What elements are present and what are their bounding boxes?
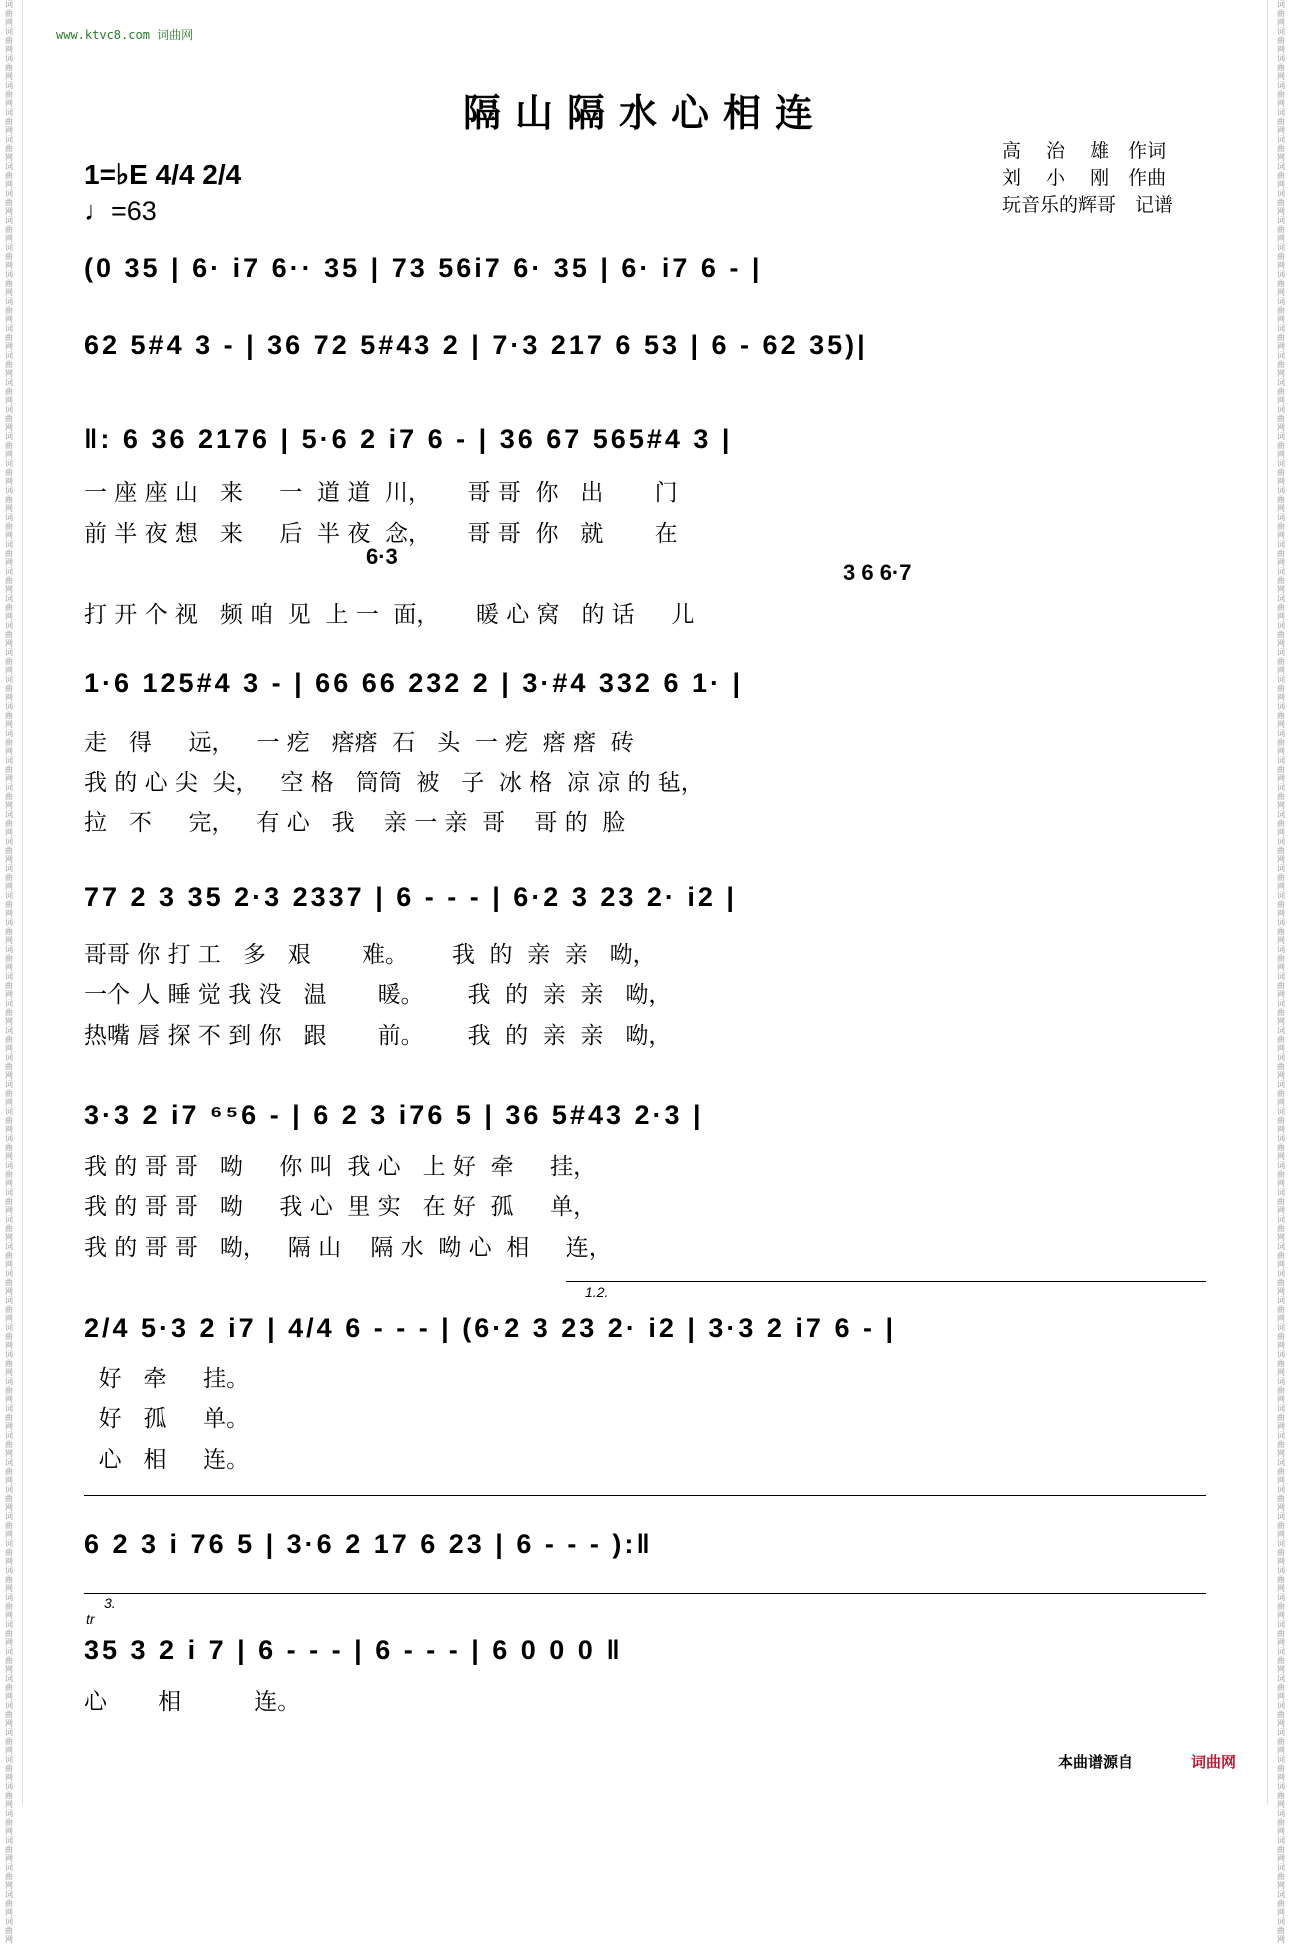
lyric-verse-3: 心 相 连。 <box>84 1447 250 1473</box>
volta-bracket-1 <box>566 1281 1206 1282</box>
volta-bracket-continuation <box>84 1495 1206 1496</box>
footer-site-link[interactable]: 词曲网 <box>1191 1753 1237 1771</box>
footer-source-label: 本曲谱源自 <box>1058 1753 1134 1771</box>
score-line-5: 77 2 3 35 2·3 2337 | 6 - - - | 6·2 3 23 2· i2 | <box>84 882 737 912</box>
margin-guide-right <box>1267 0 1268 1804</box>
lyric-verse-2: 我 的 哥 哥 呦 我 心 里 实 在 好 孤 单， <box>84 1194 597 1220</box>
volta-label-1: 1.2. <box>585 1284 609 1300</box>
score-line-1: (0 35 | 6· i7 6·· 35 | 73 56i7 6· 35 | 6· i7 6 - | <box>84 253 763 283</box>
song-title: 隔山隔水心相连 <box>462 90 827 135</box>
score-line-6: 3·3 2 i7 ⁶⁵6 - | 6 2 3 i76 5 | 36 5#43 2·3 | <box>84 1100 704 1130</box>
watermark-left: 词曲网 词曲网 词曲网 词曲网 词曲网 词曲网 词曲网 词曲网 词曲网 词曲网 词曲网 词曲网 词曲网 词曲网 词曲网 词曲网 词曲网 词曲网 词曲网 词曲网 词曲网 词曲网 词曲网 词曲网 词曲网 词曲网 词曲网 词曲网 词曲网 词曲网 词曲网 词曲网 词曲网 词曲网 词曲网 词曲网 词曲网 词曲网 词曲网 词曲网 词曲网 词曲网 词曲网 词曲网 词曲网 词曲网 词曲网 词曲网 词曲网 词曲网 词曲网 词曲网 词曲网 词曲网 词曲网 词曲网 词曲网 词曲网 词曲网 词曲网 词曲网 词曲网 词曲网 词曲网 词曲网 词曲网 词曲网 词曲网 词曲网 词曲网 词曲网 词曲网 <box>5 0 16 1944</box>
variant-notes-1: 6·3 <box>366 544 398 569</box>
footer-source <box>1058 1751 1236 1772</box>
variant-notes-2: 3 6 6·7 <box>843 560 912 585</box>
score-line-4: 1·6 125#4 3 - | 66 66 232 2 | 3·#4 332 6 1· | <box>84 668 744 698</box>
score-line-8: 6 2 3 i 76 5 | 3·6 2 17 6 23 | 6 - - - ):‖ <box>84 1529 653 1559</box>
lyric-verse-3: 拉 不 完， 有 心 我 亲 一 亲 哥 哥 的 脸 <box>84 810 626 836</box>
score-line-9: 35 3 2 i 7 | 6 - - - | 6 - - - | 6 0 0 0 ‖ <box>84 1635 623 1665</box>
lyric-verse-2: 一个 人 睡 觉 我 没 温 暖。 我 的 亲 亲 呦， <box>84 982 672 1008</box>
lyric-verse-3: 我 的 哥 哥 呦， 隔 山 隔 水 呦 心 相 连， <box>84 1235 612 1261</box>
volta-bracket-3 <box>84 1593 1206 1594</box>
lyric-verse-1: 一 座 座 山 来 一 道 道 川， 哥 哥 你 出 门 <box>84 480 678 506</box>
lyric-verse-3: 热嘴 唇 探 不 到 你 跟 前。 我 的 亲 亲 呦， <box>84 1023 672 1049</box>
lyricist-credit: 高 治 雄 作词 <box>1002 140 1167 162</box>
composer-credit: 刘 小 刚 作曲 <box>1002 167 1167 189</box>
lyric-verse-2: 前 半 夜 想 来 后 半 夜 念， 哥 哥 你 就 在 <box>84 521 678 547</box>
score-line-2: 62 5#4 3 - | 36 72 5#43 2 | 7·3 217 6 53 | 6 - 62 35)| <box>84 330 868 360</box>
lyric-verse-1: 我 的 哥 哥 呦 你 叫 我 心 上 好 牵 挂， <box>84 1154 597 1180</box>
tempo-marking: ♩=63 <box>84 196 157 226</box>
score-line-3: ‖: 6 36 2176 | 5·6 2 i7 6 - | 36 67 565#4 3 | <box>84 424 733 454</box>
transcriber-credit: 玩音乐的辉哥 记谱 <box>1002 194 1174 216</box>
lyric-verse-2: 我 的 心 尖 尖， 空 格 筒筒 被 子 冰 格 凉 凉 的 毡， <box>84 770 704 796</box>
key-signature: 1=♭E 4/4 2/4 <box>84 159 242 190</box>
trill-ornament: tr <box>86 1611 95 1627</box>
lyric-final: 心 相 连。 <box>84 1689 301 1715</box>
lyric-verse-1: 哥哥 你 打 工 多 艰 难。 我 的 亲 亲 呦， <box>84 942 656 968</box>
margin-guide-left <box>22 0 23 1804</box>
credits <box>1002 138 1173 219</box>
lyric-verse-2: 好 孤 单。 <box>84 1406 250 1432</box>
score-line-7: 2/4 5·3 2 i7 | 4/4 6 - - - | (6·2 3 23 2· i2 | 3·3 2 i7 6 - | <box>84 1313 897 1343</box>
lyric-verse-1: 好 牵 挂。 <box>84 1366 250 1392</box>
lyric-verse-1: 走 得 远， 一 疙 瘩瘩 石 头 一 疙 瘩 瘩 砖 <box>84 730 634 756</box>
watermark-right: 词曲网 词曲网 词曲网 词曲网 词曲网 词曲网 词曲网 词曲网 词曲网 词曲网 词曲网 词曲网 词曲网 词曲网 词曲网 词曲网 词曲网 词曲网 词曲网 词曲网 词曲网 词曲网 词曲网 词曲网 词曲网 词曲网 词曲网 词曲网 词曲网 词曲网 词曲网 词曲网 词曲网 词曲网 词曲网 词曲网 词曲网 词曲网 词曲网 词曲网 词曲网 词曲网 词曲网 词曲网 词曲网 词曲网 词曲网 词曲网 词曲网 词曲网 词曲网 词曲网 词曲网 词曲网 词曲网 词曲网 词曲网 词曲网 词曲网 词曲网 词曲网 词曲网 词曲网 词曲网 词曲网 词曲网 词曲网 词曲网 词曲网 词曲网 词曲网 词曲网 <box>1277 0 1288 1944</box>
lyric-verse-3: 打 开 个 视 频 咱 见 上 一 面， 暖 心 窝 的 话 儿 <box>84 602 695 628</box>
volta-label-3: 3. <box>104 1595 116 1611</box>
site-url[interactable]: www.ktvc8.com 词曲网 <box>56 28 194 42</box>
